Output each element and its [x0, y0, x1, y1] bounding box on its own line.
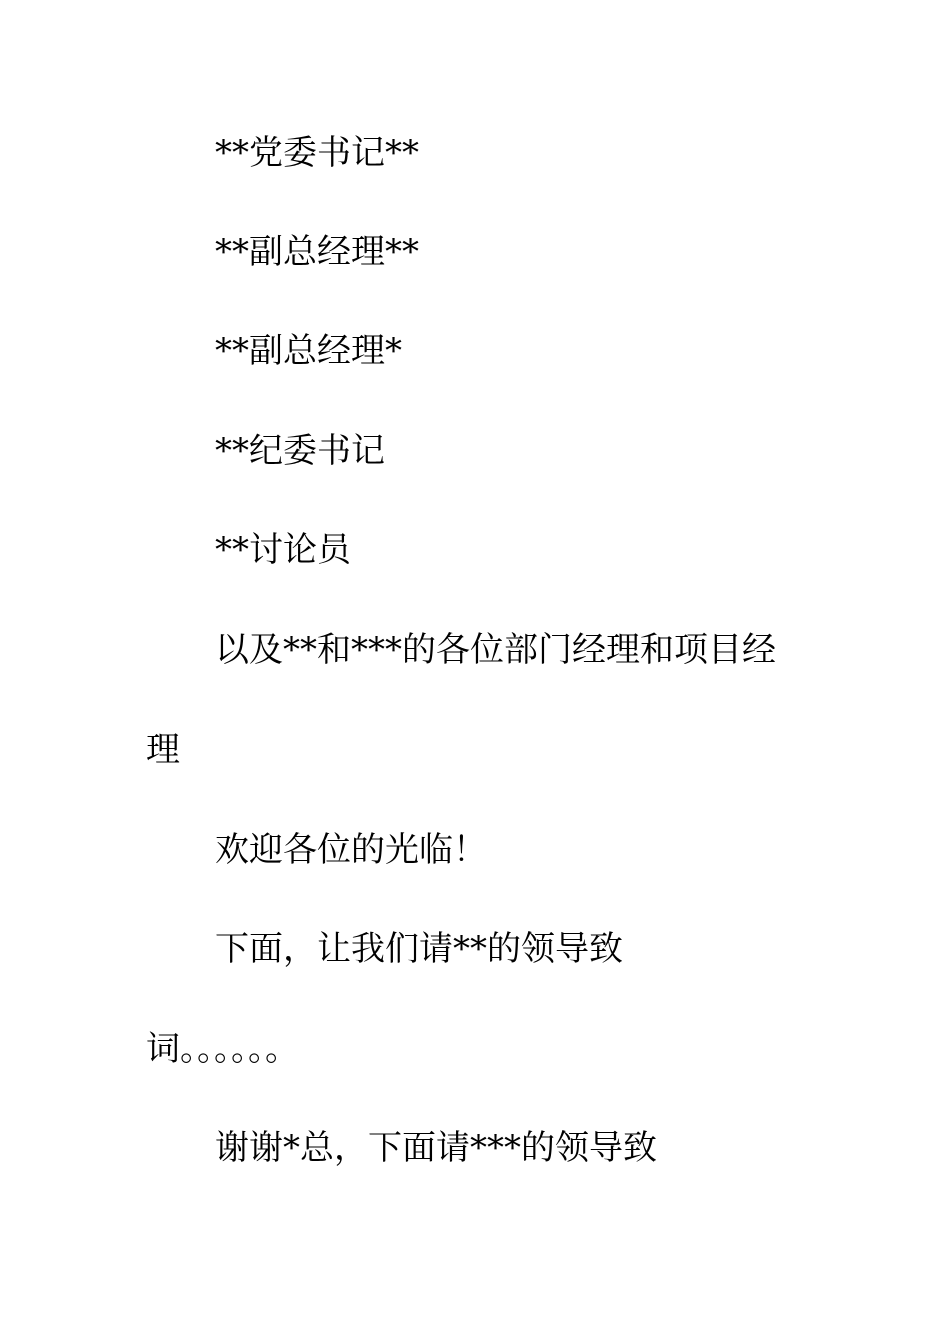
line-deputy-gm-1: **副总经理** [215, 232, 419, 272]
line-welcome: 欢迎各位的光临！ [215, 830, 487, 870]
line-researcher: **讨论员 [215, 530, 351, 570]
line-invite-speech-2: 谢谢*总，下面请***的领导致 [215, 1128, 657, 1168]
line-department-managers: 以及**和***的各位部门经理和项目经 [215, 630, 776, 670]
line-invite-speech-1: 下面，让我们请**的领导致 [215, 929, 623, 969]
line-deputy-gm-2: **副总经理* [215, 331, 402, 371]
line-department-managers-cont: 理 [146, 730, 180, 770]
line-party-secretary: **党委书记** [215, 133, 419, 173]
line-discipline-secretary: **纪委书记 [215, 431, 385, 471]
line-invite-speech-1-cont: 词。。。。。。 [146, 1029, 299, 1069]
